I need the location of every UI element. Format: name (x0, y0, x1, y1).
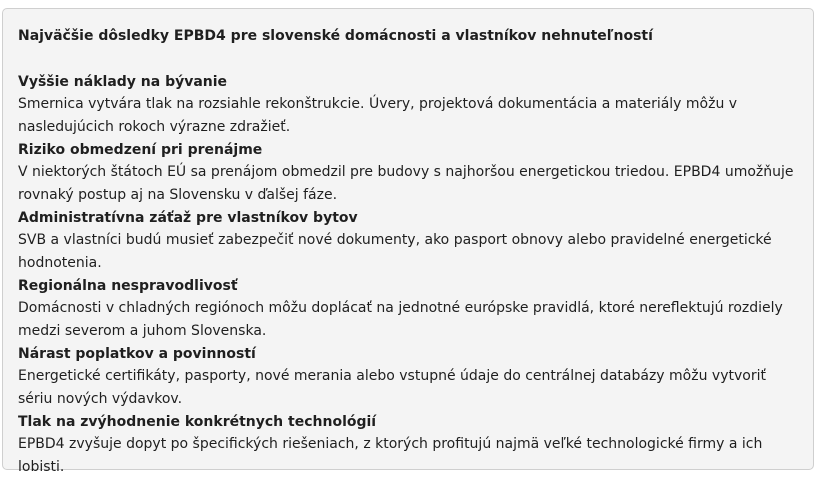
list-item (18, 411, 797, 479)
item-text: Domácnosti v chladných regiónoch môžu doplácať na jednotné európske pravidlá, ktoré nereflektujú rozdiely medzi severom a juhom Slovenska. (18, 300, 783, 339)
item-text: Energetické certifikáty, pasporty, nové merania alebo vstupné údaje do centrálnej databázy môžu vytvoriť sériu nových výdavkov. (18, 368, 766, 407)
list-item (18, 275, 797, 343)
item-heading: Riziko obmedzení pri prenájme (18, 142, 263, 158)
item-text: EPBD4 zvyšuje dopyt po špecifických riešeniach, z ktorých profitujú najmä veľké technologické firmy a ich lobisti. (18, 436, 763, 475)
item-heading: Tlak na zvýhodnenie konkrétnych technológií (18, 414, 377, 430)
info-box (2, 8, 814, 475)
list-item (18, 139, 797, 207)
box-title: Najväčšie dôsledky EPBD4 pre slovenské domácnosti a vlastníkov nehnuteľností (18, 28, 653, 44)
item-heading: Vyššie náklady na bývanie (18, 74, 228, 90)
list-item (18, 207, 797, 275)
item-text: SVB a vlastníci budú musieť zabezpečiť nové dokumenty, ako pasport obnovy alebo pravidelné energetické hodnotenia. (18, 232, 772, 271)
list-item (18, 71, 797, 139)
item-heading: Regionálna nespravodlivosť (18, 278, 238, 294)
item-heading: Administratívna záťaž pre vlastníkov bytov (18, 210, 358, 226)
item-text: Smernica vytvára tlak na rozsiahle rekonštrukcie. Úvery, projektová dokumentácia a materiály môžu v nasledujúcich rokoch výrazne zdražieť. (18, 96, 738, 135)
consequences-list (18, 71, 797, 479)
list-item (18, 343, 797, 411)
item-heading: Nárast poplatkov a povinností (18, 346, 256, 362)
item-text: V niektorých štátoch EÚ sa prenájom obmedzil pre budovy s najhoršou energetickou triedou. EPBD4 umožňuje rovnaký postup aj na Slovensku v ďalšej fáze. (18, 164, 794, 203)
